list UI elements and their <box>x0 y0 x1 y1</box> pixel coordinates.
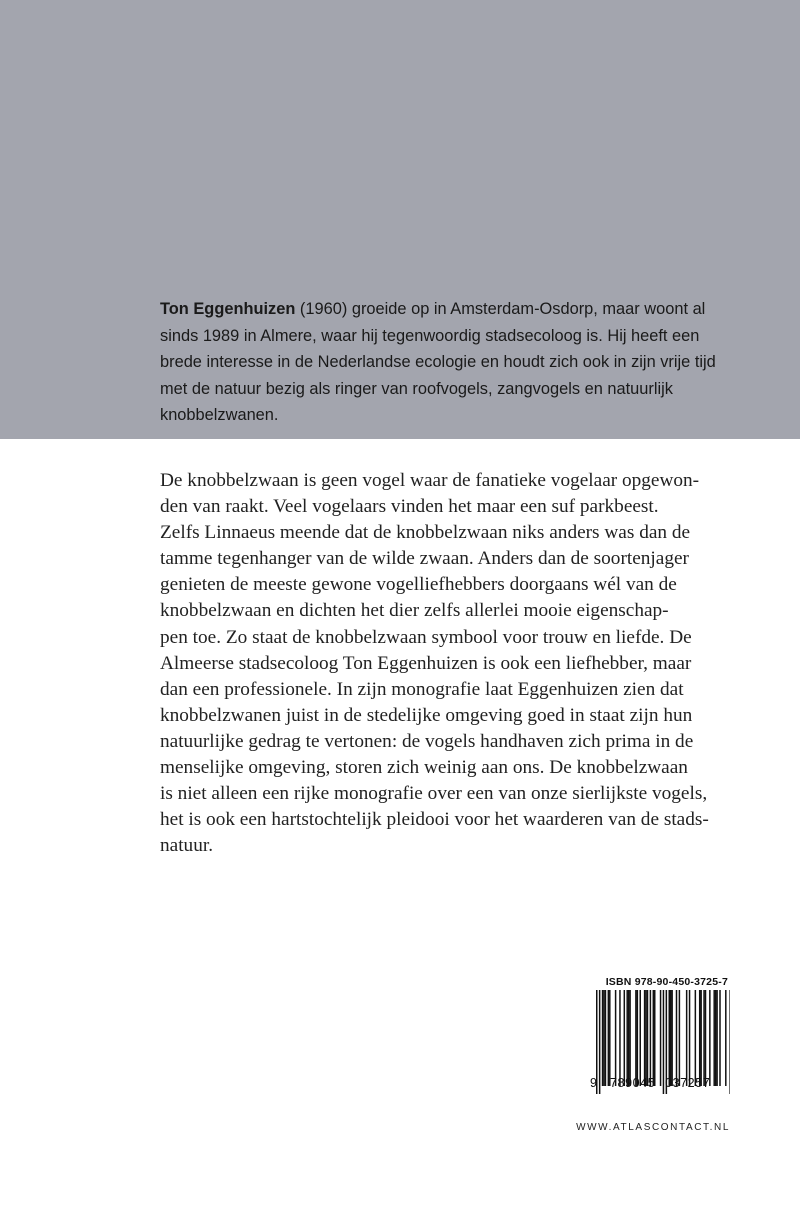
barcode-bar <box>645 990 647 1086</box>
blurb-line: het is ook een hartstochtelijk pleidooi voor het waarderen van de stads- <box>160 809 709 831</box>
barcode-bar <box>670 990 672 1086</box>
blurb-line: genieten de meeste gewone vogelliefhebbers doorgaans wél van de <box>160 574 677 596</box>
barcode-bar <box>619 990 621 1086</box>
publisher-url: WWW.ATLASCONTACT.NL <box>576 1122 730 1133</box>
author-bio-text: (1960) groeide op in Amsterdam-Osdorp, maar woont al sinds 1989 in Almere, waar hij tegenwoordig stadsecoloog is. Hij heeft een brede interesse in de Nederlandse ecologie en houdt zich ook in zijn vrije tijd met de natuur bezig als ringer van roofvogels, zangvogels en natuurlijk knobbelzwanen. <box>160 300 716 425</box>
blurb-line: knobbelzwanen juist in de stedelijke omgeving goed in staat zijn hun <box>160 704 693 726</box>
barcode-bar <box>663 990 665 1094</box>
barcode-bar <box>603 990 605 1086</box>
barcode-bar <box>615 990 617 1086</box>
barcode-bar <box>719 990 721 1086</box>
barcode-digits-left: 789045 <box>610 1076 656 1090</box>
barcode-bar <box>608 990 610 1086</box>
barcode-bar <box>679 990 681 1086</box>
isbn-barcode <box>590 976 730 1102</box>
barcode-bar <box>640 990 642 1086</box>
barcode-bar <box>669 990 671 1086</box>
blurb-line: natuurlijke gedrag te vertonen: de vogels handhaven zich prima in de <box>160 730 694 752</box>
barcode-bar <box>671 990 673 1086</box>
barcode-bar <box>609 990 611 1086</box>
barcode-bar <box>686 990 688 1086</box>
barcode-bar <box>703 990 705 1086</box>
book-blurb <box>160 468 726 859</box>
barcode-bar <box>629 990 631 1086</box>
barcode-bar <box>725 990 727 1086</box>
blurb-line: Almeerse stadsecoloog Ton Eggenhuizen is ook een liefhebber, maar <box>160 652 692 674</box>
blurb-line: dan een professionele. In zijn monografie laat Eggenhuizen zien dat <box>160 678 684 700</box>
barcode-bar <box>715 990 717 1086</box>
barcode-bar <box>709 990 711 1086</box>
barcode-bar <box>700 990 702 1086</box>
barcode-bar <box>660 990 662 1086</box>
blurb-line: pen toe. Zo staat de knobbelzwaan symbool voor trouw en liefde. De <box>160 626 692 648</box>
barcode-digit-lead: 9 <box>590 1076 598 1090</box>
barcode-bar <box>650 990 652 1086</box>
author-bio <box>160 296 720 429</box>
blurb-line: De knobbelzwaan is geen vogel waar de fanatieke vogelaar opgewon- <box>160 470 700 491</box>
author-name: Ton Eggenhuizen <box>160 300 296 318</box>
barcode-bar <box>647 990 649 1086</box>
barcode-bar <box>626 990 628 1086</box>
blurb-line: tamme tegenhanger van de wilde zwaan. Anders dan de soortenjager <box>160 548 689 570</box>
isbn-label: ISBN 978-90-450-3725-7 <box>605 976 728 988</box>
barcode-bar <box>676 990 678 1086</box>
barcode-bar <box>699 990 701 1086</box>
blurb-line: natuur. <box>160 835 214 857</box>
barcode-bar <box>689 990 691 1086</box>
barcode-bar <box>624 990 626 1086</box>
blurb-line: is niet alleen een rijke monografie over een van onze sierlijkste vogels, <box>160 783 708 805</box>
barcode-digits-right: 037257 <box>665 1076 711 1090</box>
barcode-bar <box>654 990 656 1086</box>
barcode-bar <box>628 990 630 1086</box>
blurb-line: Zelfs Linnaeus meende dat de knobbelzwaan niks anders was dan de <box>160 522 691 544</box>
barcode-bar <box>637 990 639 1086</box>
barcode-bar <box>716 990 718 1086</box>
barcode-bar <box>635 990 637 1086</box>
barcode-bar <box>644 990 646 1086</box>
blurb-line: knobbelzwaan en dichten het dier zelfs allerlei mooie eigenschap- <box>160 600 669 622</box>
barcode-bar <box>713 990 715 1086</box>
blurb-line: den van raakt. Veel vogelaars vinden het maar een suf parkbeest. <box>160 496 659 518</box>
barcode-bar <box>599 990 601 1094</box>
barcode-bar <box>695 990 697 1086</box>
barcode-bar <box>605 990 607 1086</box>
barcode-bar <box>653 990 655 1086</box>
barcode-bar <box>729 990 730 1094</box>
barcode-bar <box>705 990 707 1086</box>
barcode-bar <box>602 990 604 1086</box>
blurb-line: menselijke omgeving, storen zich weinig aan ons. De knobbelzwaan <box>160 757 688 779</box>
